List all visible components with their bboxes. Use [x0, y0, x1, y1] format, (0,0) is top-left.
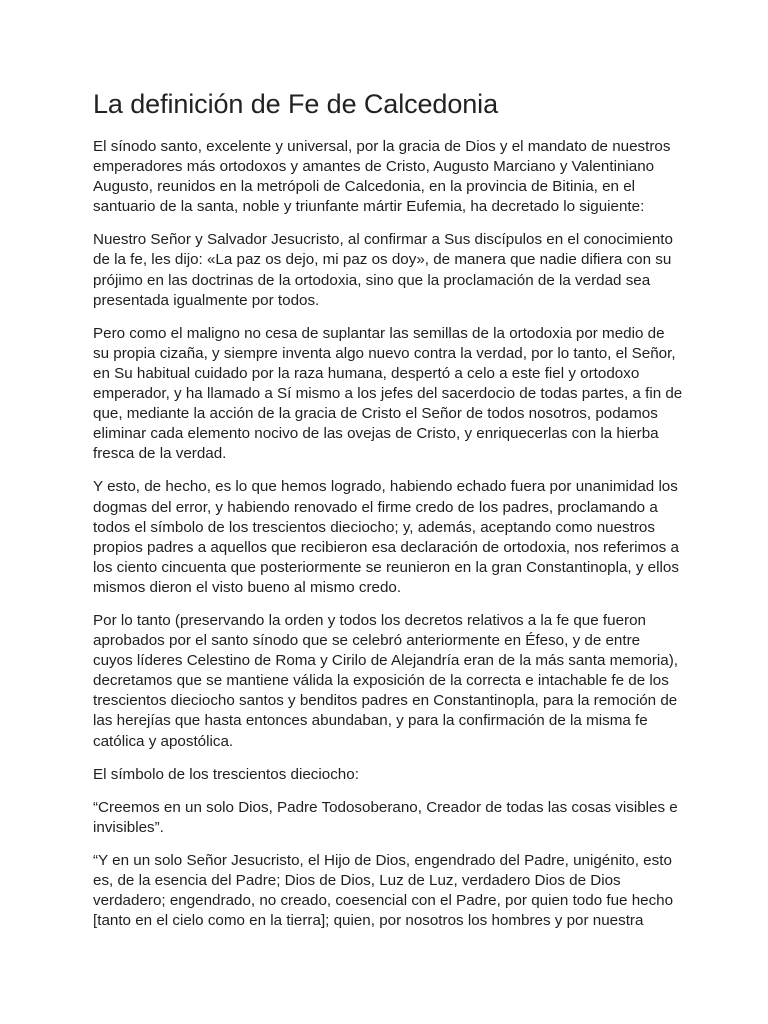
paragraph: Pero como el maligno no cesa de suplantar las semillas de la ortodoxia por medio de su propia cizaña, y siempre inventa algo nuevo contra la verdad, por lo tanto, el Señor, en Su habitual cuidado por la raza humana, despertó a celo a este fiel y ortodoxo emperador, y ha llamado a Sí mismo a los jefes del sacerdocio de todas partes, a fin de que, mediante la acción de la gracia de Cristo el Señor de todos nosotros, podamos eliminar cada elemento nocivo de las ovejas de Cristo, y enriquecerlas con la hierba fresca de la verdad.	[93, 324, 683, 463]
paragraph: “Creemos en un solo Dios, Padre Todosoberano, Creador de todas las cosas visibles e invisibles”.	[93, 798, 678, 836]
paragraph: Y esto, de hecho, es lo que hemos logrado, habiendo echado fuera por unanimidad los dogmas del error, y habiendo renovado el firme credo de los padres, proclamando a todos el símbolo de los trescientos dieciocho; y, además, aceptando como nuestros propios padres a aquellos que recibieron esa declaración de ortodoxia, nos referimos a los ciento cincuenta que posteriormente se reunieron en la gran Constantinopla, y ellos mismos dieron el visto bueno al mismo credo.	[93, 478, 679, 596]
paragraph: El símbolo de los trescientos dieciocho:	[93, 765, 359, 783]
document-page	[93, 86, 683, 944]
paragraph: El sínodo santo, excelente y universal, por la gracia de Dios y el mandato de nuestros emperadores más ortodoxos y amantes de Cristo, Augusto Marciano y Valentiniano Augusto, reunidos en la metrópoli de Calcedonia, en la provincia de Bitinia, en el santuario de la santa, noble y triunfante mártir Eufemia, ha decretado lo siguiente:	[93, 138, 671, 216]
paragraph: Nuestro Señor y Salvador Jesucristo, al confirmar a Sus discípulos en el conocimiento de la fe, les dijo: «La paz os dejo, mi paz os doy», de manera que nadie difiera con su prójimo en las doctrinas de la ortodoxia, sino que la proclamación de la verdad sea presentada igualmente por todos.	[93, 231, 673, 309]
document-title: La definición de Fe de Calcedonia	[93, 89, 498, 119]
paragraph: “Y en un solo Señor Jesucristo, el Hijo de Dios, engendrado del Padre, unigénito, esto es, de la esencia del Padre; Dios de Dios, Luz de Luz, verdadero Dios de Dios verdadero; engendrado, no creado, coesencial con el Padre, por quien todo fue hecho [tanto en el cielo como en la tierra]; quien, por nosotros los hombres y por nuestra	[93, 851, 674, 930]
paragraph: Por lo tanto (preservando la orden y todos los decretos relativos a la fe que fueron aprobados por el santo sínodo que se celebró anteriormente en Éfeso, y de entre cuyos líderes Celestino de Roma y Cirilo de Alejandría eran de la más santa memoria), decretamos que se mantiene válida la exposición de la correcta e intachable fe de los trescientos dieciocho santos y benditos padres en Constantinopla, para la remoción de las herejías que hasta entonces abundaban, y para la confirmación de la misma fe católica y apostólica.	[93, 611, 678, 750]
